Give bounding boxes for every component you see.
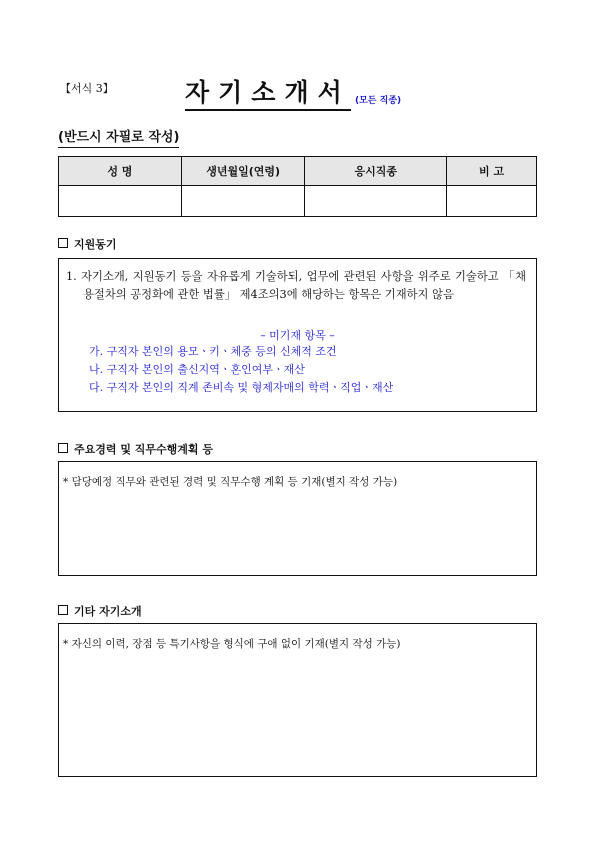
banned-items-heading: – 미기재 항목 – [260,329,335,342]
section-label: 기타 자기소개 [74,605,142,618]
page-title: 자기소개서 [185,78,351,111]
section-career-heading [58,441,213,457]
motivation-instruction [66,268,526,303]
banned-item: 다. 구직자 본인의 직계 존비속 및 형제자매의 학력ㆍ직업ㆍ재산 [89,381,394,394]
checkbox-square-icon [58,238,68,248]
header-remarks: 비 고 [447,157,537,186]
section-label: 지원동기 [74,238,117,251]
form-number: 【서식 3】 [60,82,114,95]
checkbox-square-icon [58,443,68,453]
header-birthdate: 생년월일(연령) [181,157,305,186]
other-intro-box[interactable] [58,623,537,777]
header-job-type: 응시직종 [305,157,447,186]
banned-item: 나. 구직자 본인의 출신지역ㆍ혼인여부ㆍ재산 [89,363,305,376]
applicant-info-table [58,156,537,217]
career-note: * 담당예정 직무와 관련된 경력 및 직무수행 계획 등 기재(별지 작성 가능) [63,476,398,488]
header-name: 성 명 [59,157,182,186]
motivation-box[interactable] [58,258,537,412]
instruction-text: 1. 자기소개, 지원동기 등을 자유롭게 기술하되, 업무에 관련된 사항을 위주로 기술하고 「채용절차의 공정화에 관한 법률」 제4조의3에 해당하는 항목은 기재하지 않음 [66,270,526,301]
section-other-heading [58,603,142,619]
career-box[interactable] [58,461,537,576]
section-label: 주요경력 및 직무수행계획 등 [74,443,213,456]
checkbox-square-icon [58,605,68,615]
remarks-cell[interactable] [447,186,537,217]
name-cell[interactable] [59,186,182,217]
birthdate-cell[interactable] [181,186,305,217]
section-motivation-heading [58,236,117,252]
title-subtitle: (모든 직종) [355,96,402,106]
other-note: * 자신의 이력, 장점 등 특기사항을 형식에 구애 없이 기재(별지 작성 가능) [63,638,401,650]
handwrite-notice: (반드시 자필로 작성) [58,130,179,148]
job-type-cell[interactable] [305,186,447,217]
banned-item: 가. 구직자 본인의 용모ㆍ키ㆍ체중 등의 신체적 조건 [89,345,337,358]
